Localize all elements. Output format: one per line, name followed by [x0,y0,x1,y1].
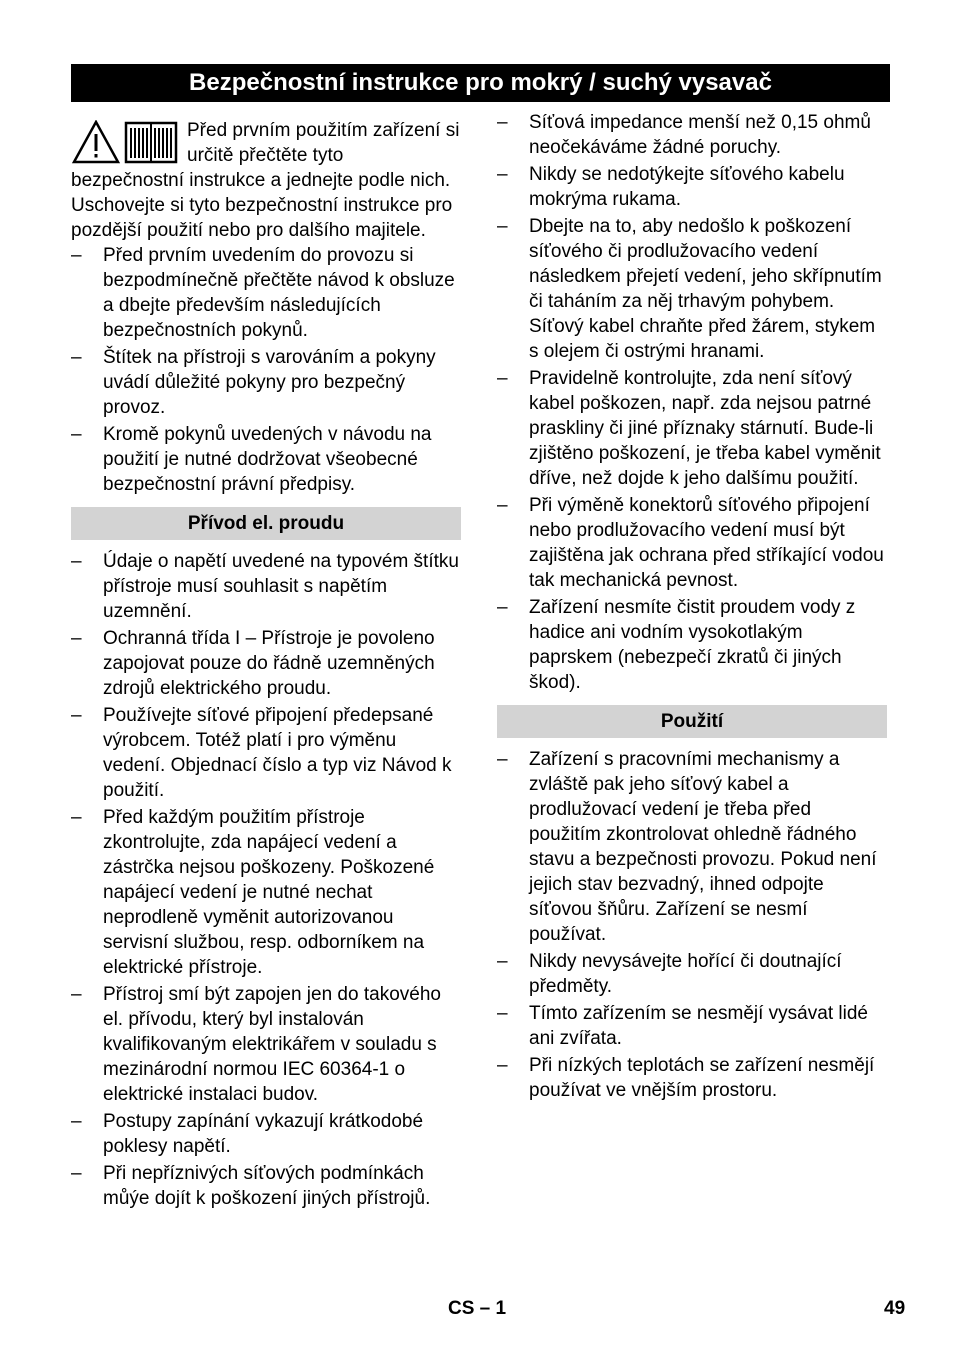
intro-icons [71,120,181,166]
page-title: Bezpečnostní instrukce pro mokrý / suchý vysavač [71,64,890,102]
list-item: – Postupy zapínání vykazují krátkodobé poklesy napětí. [71,1111,424,1157]
section-heading-power: Přívod el. proudu [71,507,461,540]
list-item: – Zařízení s pracovními mechanismy a zvláště pak jeho síťový kabel a prodlužovací vedení je třeba před použitím zkontrolovat ohledně řádného stavu a bezpečnosti provozu. Pokud není jejich stav bezvadný, ihned odpojte síťovou šňůru. Zařízení se nesmí používat. [497,749,877,945]
list-item: – Při nepříznivých síťových podmínkách můýe dojít k poškození jiných přístrojů. [71,1163,431,1209]
list-item: – Při nízkých teplotách se zařízení nesmějí používat ve vnějším prostoru. [497,1055,875,1101]
intro-block [71,118,461,243]
power-list-continued [497,110,887,695]
list-item: – Pravidelně kontrolujte, zda není síťový kabel poškozen, např. zda nejsou patrné praskliny či jiné příznaky stárnutí. Bude-li zjištěno poškození, je třeba kabel vyměnit dříve, než dojde k jeho dalšímu použití. [497,368,881,489]
intro-text: Před prvním použitím zařízení si určitě přečtěte tyto bezpečnostní instrukce a jednejte podle nich. Uschovejte si tyto bezpečnostní instrukce pro pozdější použití nebo pro dalšího majitele. [71,120,460,241]
list-item: – Před prvním uvedením do provozu si bezpodmínečně přečtěte návod k obsluze a dbejte především následujících bezpečnostních pokynů. [71,245,455,341]
list-item: – Nikdy nevysávejte hořící či doutnající předměty. [497,951,842,997]
list-item: – Kromě pokynů uvedených v návodu na použití je nutné dodržovat všeobecné bezpečnostní právní předpisy. [71,424,432,495]
list-item: – Štítek na přístroji s varováním a pokyny uvádí důležité pokyny pro bezpečný provoz. [71,347,436,418]
list-item: – Před každým použitím přístroje zkontrolujte, zda napájecí vedení a zástrčka nejsou poškozeny. Poškozené napájecí vedení je nutné nechat neprodleně vyměnit autorizovanou servisní službou, resp. odborníkem na elektrické přístroje. [71,807,435,978]
list-item: – Dbejte na to, aby nedošlo k poškození síťového či prodlužovacího vedení následkem přejetí vedení, jeho skřípnutím či taháním za něj trhavým pohybem. Síťový kabel chraňte před žárem, stykem s olejem či ostrými hranami. [497,216,882,362]
manual-book-icon [126,123,176,162]
power-list [71,549,461,1211]
list-item: – Používejte síťové připojení předepsané výrobcem. Totéž platí i pro výměnu vedení. Objednací číslo a typ viz Návod k použití. [71,705,452,801]
use-list [497,747,887,1103]
general-list [71,243,461,497]
list-item: – Tímto zařízením se nesmějí vysávat lidé ani zvířata. [497,1003,868,1049]
left-column [71,118,461,1213]
list-item: – Síťová impedance menší než 0,15 ohmů neočekáváme žádné poruchy. [497,112,871,158]
list-item: – Přístroj smí být zapojen jen do takového el. přívodu, který byl instalován kvalifikovaným elektrikářem v souladu s mezinárodní normou IEC 60364-1 o elektrické instalaci budov. [71,984,441,1105]
list-item: – Zařízení nesmíte čistit proudem vody z hadice ani vodním vysokotlakým paprskem (nebezpečí zkratů či jiných škod). [497,597,856,693]
section-heading-use: Použití [497,705,887,738]
list-item: – Při výměně konektorů síťového připojení nebo prodlužovacího vedení musí být zajištěna jak ochrana před stříkající vodou tak mechanická pevnost. [497,495,884,591]
list-item: – Údaje o napětí uvedené na typovém štítku přístroje musí souhlasit s napětím uzemnění. [71,551,459,622]
warning-triangle-icon [71,120,181,166]
list-item: – Nikdy se nedotýkejte síťového kabelu mokrýma rukama. [497,164,845,210]
list-item: – Ochranná třída I – Přístroje je povoleno zapojovat pouze do řádně uzemněných zdrojů elektrického proudu. [71,628,435,699]
footer-language-code: CS – 1 [448,1298,507,1319]
right-column [497,110,887,1105]
page-number: 49 [884,1298,906,1319]
